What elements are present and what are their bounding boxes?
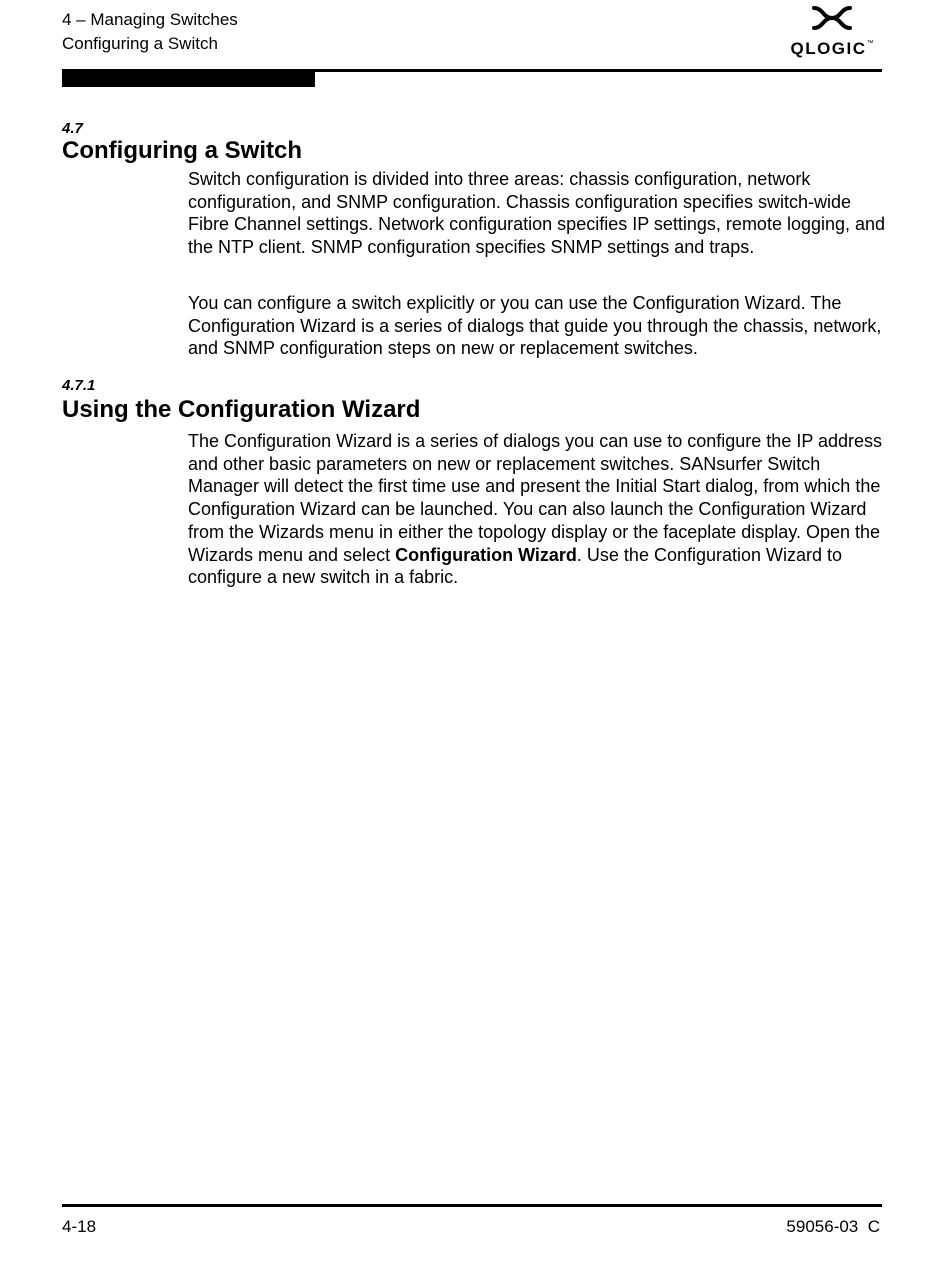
header-tab-bar: [62, 71, 315, 87]
menu-item-reference: Configuration Wizard: [395, 544, 577, 565]
paragraph-text: . Use the Configuration Wizard to configure a new switch in a fabric.: [188, 544, 843, 588]
section-title: Configuring a Switch: [62, 137, 302, 164]
subsection-title: Using the Configuration Wizard: [62, 396, 421, 423]
section-number: 4.7: [62, 120, 83, 137]
paragraph: [188, 430, 888, 589]
qlogic-logo: [786, 4, 878, 62]
header-section: Configuring a Switch: [62, 34, 218, 53]
paragraph-text: The Configuration Wizard is a series of dialogs you can use to configure the IP address and other basic parameters on new or replacement switches. SANsurfer Switch Manager will detect the first time use and present the Initial Start dialog, from which the Configuration Wizard can be launched. You can also launch the Configuration Wizard from the Wizards menu in either the topology display or the faceplate display. Open the Wizards menu and select: [188, 431, 883, 565]
document-id: 59056-03 C: [786, 1217, 880, 1236]
paragraph: You can configure a switch explicitly or you can use the Configuration Wizard. The Configuration Wizard is a series of dialogs that guide you through the chassis, network, and SNMP configuration steps on new or replacement switches.: [188, 293, 882, 359]
paragraph: Switch configuration is divided into three areas: chassis configuration, network configuration, and SNMP configuration. Chassis configuration specifies switch-wide Fibre Channel settings. Network configuration specifies IP settings, remote logging, and the NTP client. SNMP configuration specifies SNMP settings and traps.: [188, 169, 886, 258]
footer-rule: [62, 1204, 882, 1207]
qlogic-logo-icon: [811, 4, 853, 32]
header-chapter: 4 – Managing Switches: [62, 10, 238, 29]
subsection-number: 4.7.1: [62, 377, 96, 394]
page-number: 4-18: [62, 1217, 97, 1236]
logo-wordmark: QLOGIC™: [790, 39, 874, 58]
